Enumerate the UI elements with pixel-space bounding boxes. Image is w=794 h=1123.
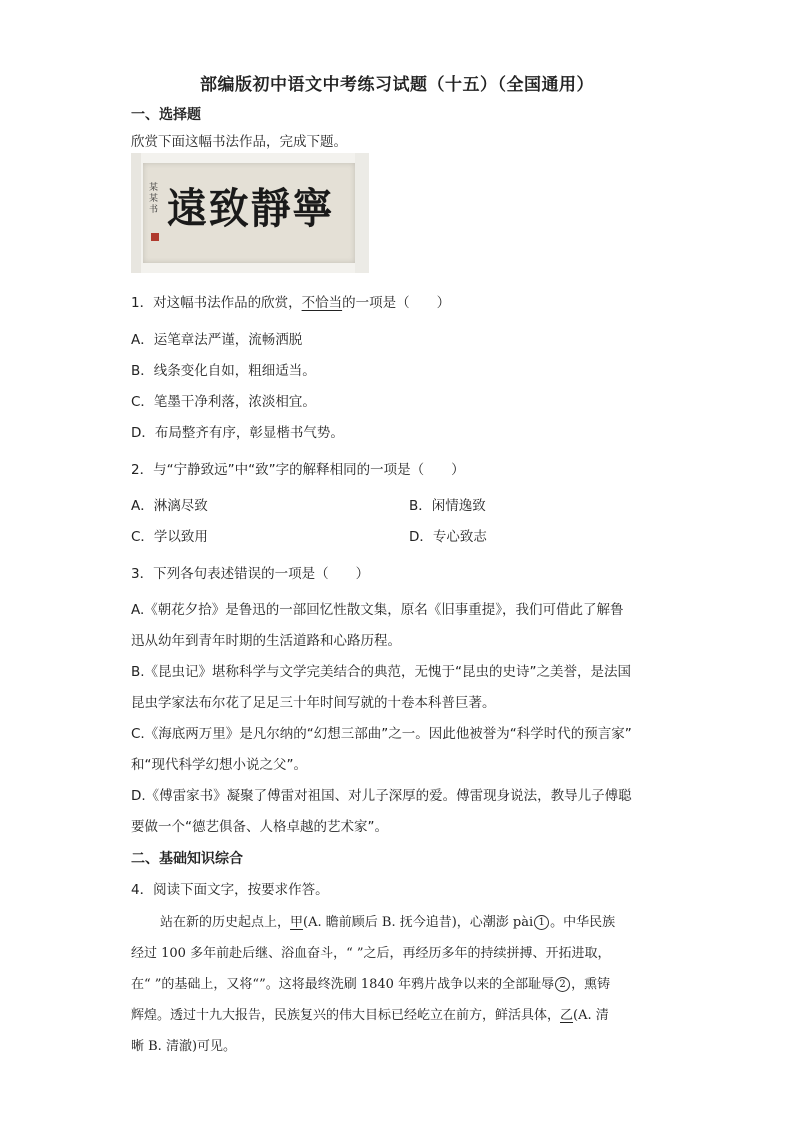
q3-line: 迅从幼年到青年时期的生活道路和心路历程。 bbox=[131, 633, 401, 649]
q3-line: 和“现代科学幻想小说之父”。 bbox=[131, 757, 307, 773]
q3-line: 要做一个“德艺俱备、人格卓越的艺术家”。 bbox=[131, 819, 388, 835]
calligraphy-characters: 遠致靜寧 bbox=[167, 184, 335, 233]
q4-stem: 4．阅读下面文字，按要求作答。 bbox=[131, 882, 329, 898]
q2-option-c: C．学以致用 bbox=[131, 529, 208, 545]
section-1-heading: 一、选择题 bbox=[131, 107, 201, 123]
calligraphy-image bbox=[131, 153, 369, 273]
q3-line: D.《傅雷家书》凝聚了傅雷对祖国、对儿子深厚的爱。傅雷现身说法，教导儿子傅聪 bbox=[131, 788, 632, 804]
q1-stem bbox=[131, 291, 450, 311]
q3-line: A.《朝花夕拾》是鲁迅的一部回忆性散文集，原名《旧事重提》，我们可借此了解鲁 bbox=[131, 602, 624, 618]
q4-passage-line-4 bbox=[131, 1004, 609, 1023]
q3-line: B.《昆虫记》堪称科学与文学完美结合的典范，无愧于“昆虫的史诗”之美誉，是法国 bbox=[131, 664, 632, 680]
page-title: 部编版初中语文中考练习试题（十五）（全国通用） bbox=[200, 75, 594, 95]
q4-text: 。中华民族 bbox=[550, 915, 616, 930]
calligraphy-signature: 某某书 bbox=[149, 183, 159, 215]
q3-line: C.《海底两万里》是凡尔纳的“幻想三部曲”之一。因此他被誉为“科学时代的预言家” bbox=[131, 726, 632, 742]
q4-text: 辉煌。透过十九大报告，民族复兴的伟大目标已经屹立在前方，鲜活具体， bbox=[131, 1008, 561, 1023]
q4-blank-2-marker: 2 bbox=[555, 977, 570, 992]
q4-text: 站在新的历史起点上， bbox=[160, 915, 291, 930]
q1-option-a: A．运笔章法严谨，流畅洒脱 bbox=[131, 332, 303, 348]
q4-text: (A. 清 bbox=[573, 1008, 609, 1023]
q3-line: 昆虫学家法布尔花了足足三十年时间写就的十卷本科普巨著。 bbox=[131, 695, 496, 711]
calligraphy-frame-left bbox=[131, 153, 141, 273]
section-1-intro: 欣赏下面这幅书法作品，完成下题。 bbox=[131, 134, 347, 150]
q2-option-a: A．淋漓尽致 bbox=[131, 498, 208, 514]
q4-text: (A. 瞻前顾后 B. 抚今追昔)，心潮澎 pài bbox=[303, 915, 534, 930]
q4-text: ，熏铸 bbox=[571, 977, 611, 992]
q2-stem: 2．与“宁静致远”中“致”字的解释相同的一项是（ ） bbox=[131, 462, 465, 478]
section-2-heading: 二、基础知识综合 bbox=[131, 851, 243, 867]
q4-passage-line-5: 晰 B. 清澈)可见。 bbox=[131, 1039, 237, 1054]
q3-stem: 3．下列各句表述错误的一项是（ ） bbox=[131, 566, 370, 582]
calligraphy-frame-right bbox=[355, 153, 369, 273]
q4-passage-line-2: 经过 100 多年前赴后继、浴血奋斗，“ ”之后，再经历多年的持续拼搏、开拓进取， bbox=[131, 946, 611, 961]
q1-stem-pre: 1．对这幅书法作品的欣赏， bbox=[131, 295, 302, 311]
q4-blank-1-marker: 1 bbox=[534, 915, 549, 930]
q4-passage-line-1 bbox=[160, 911, 615, 930]
q4-blank-jia: 甲 bbox=[290, 915, 304, 930]
q4-passage-line-3 bbox=[131, 973, 610, 992]
q1-stem-underlined: 不恰当 bbox=[301, 295, 343, 311]
q1-option-d: D．布局整齐有序，彰显楷书气势。 bbox=[131, 425, 344, 441]
q1-stem-post: 的一项是（ ） bbox=[342, 295, 451, 311]
q2-option-d: D．专心致志 bbox=[409, 529, 487, 545]
q1-option-c: C．笔墨干净利落，浓淡相宜。 bbox=[131, 394, 316, 410]
q4-text: 在“ ”的基础上，又将“”。这将最终洗刷 1840 年鸦片战争以来的全部耻辱 bbox=[131, 977, 555, 992]
q2-option-b: B．闲情逸致 bbox=[409, 498, 486, 514]
q4-blank-yi: 乙 bbox=[560, 1008, 574, 1023]
calligraphy-seal-icon bbox=[151, 233, 159, 241]
q1-option-b: B．线条变化自如，粗细适当。 bbox=[131, 363, 316, 379]
